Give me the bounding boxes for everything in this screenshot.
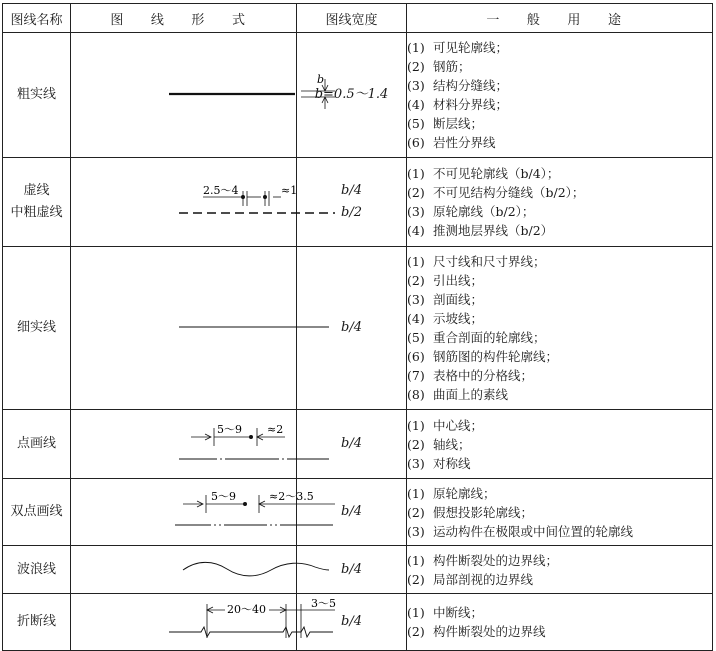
uses-cell [407,594,713,651]
use-number: (1) [407,485,425,501]
line-name: 细实线 [16,320,56,335]
dashed-line-figure [71,158,297,246]
list-item [407,252,712,271]
use-number: (2) [407,59,425,74]
list-item [407,309,712,328]
uses-cell [407,158,713,247]
table-row [3,479,713,546]
uses-cell [407,410,713,479]
use-text: 表格中的分格线； [433,368,534,383]
use-text: 曲面上的素线 [433,387,509,402]
use-text: 假想投影轮廓线； [433,504,534,520]
line-width-cell [297,410,407,479]
use-text: 对称线 [433,455,471,471]
dimension-label: ≈1 [281,184,298,197]
line-width-cell [297,33,407,158]
use-number: (3) [407,455,425,471]
use-text: 局部剖视的边界线 [433,571,534,587]
list-item [407,366,712,385]
use-text: 原轮廓线（b/2）； [433,204,535,219]
line-width-cell [297,546,407,594]
use-text: 示坡线； [433,311,484,326]
thick-solid-line-figure [71,33,325,157]
dimension-label: ≈2 [267,423,284,436]
use-text: 可见轮廓线； [433,40,509,55]
list-item [407,622,712,641]
line-name: 粗实线 [16,87,56,102]
wavy-line-figure [71,546,297,593]
dimension-label: b [317,73,325,86]
use-number: (1) [407,605,425,620]
list-item [407,95,712,114]
line-width-cell [297,158,407,247]
table-row [3,546,713,594]
list-item [407,503,712,522]
double-dash-dot-line-figure [71,479,314,545]
use-text: 轴线； [433,436,471,452]
header-row [3,4,713,33]
use-number: (2) [407,504,425,520]
line-form-cell [71,410,297,479]
list-item [407,551,712,570]
list-item [407,416,712,435]
line-name: 折断线 [16,614,56,629]
list-item [407,385,712,404]
list-item [407,570,712,589]
list-item [407,271,712,290]
use-number: (2) [407,624,425,639]
use-number: (1) [407,166,425,181]
use-number: (4) [407,311,425,326]
use-number: (7) [407,368,425,383]
line-name-cell [3,247,71,410]
list-item [407,202,712,221]
uses-cell [407,247,713,410]
use-number: (5) [407,330,425,345]
line-type-table [2,3,713,651]
line-width: b/4 [341,320,362,335]
list-item [407,38,712,57]
line-width: b/4 [341,561,362,577]
use-text: 岩性分界线 [433,135,496,150]
use-text: 重合剖面的轮廓线； [433,330,546,345]
line-width: b/4 [341,436,362,451]
use-number: (3) [407,523,425,539]
break-line-figure [71,594,336,650]
use-number: (1) [407,552,425,568]
line-name-cell [3,479,71,546]
line-name: 双点画线 [10,504,63,519]
use-text: 构件断裂处的边界线； [433,552,559,568]
use-number: (2) [407,436,425,452]
use-text: 中心线； [433,417,484,433]
line-width: b/2 [341,205,362,220]
use-number: (6) [407,135,425,150]
thin-solid-line-figure [71,247,297,409]
line-name: 波浪线 [16,561,56,577]
line-form-cell [71,594,336,651]
uses-cell [407,479,713,546]
use-text: 推测地层界线（b/2） [433,223,554,238]
list-item [407,164,712,183]
line-name-cell [3,158,71,247]
use-text: 不可见轮廓线（b/4）； [433,166,560,181]
use-text: 钢筋； [433,59,471,74]
use-text: 剖面线； [433,292,484,307]
use-number: (3) [407,292,425,307]
use-text: 构件断裂处的边界线 [433,624,546,639]
line-name: 中粗虚线 [10,205,63,220]
list-item [407,435,712,454]
use-text: 断层线； [433,116,484,131]
line-form-cell [71,158,297,247]
list-item [407,454,712,473]
table-row [3,410,713,479]
dimension-label: 2.5～4 [203,184,239,197]
dimension-label: 5～9 [217,423,242,436]
use-text: 材料分界线； [433,97,509,112]
header-line-name: 图线名称 [3,4,71,33]
use-number: (1) [407,40,425,55]
line-name: 点画线 [16,436,56,451]
line-name-cell [3,594,71,651]
list-item [407,221,712,240]
line-width: b=0.5～1.4 [314,87,389,102]
header-line-form: 图 线 形 式 [71,4,297,33]
list-item [407,57,712,76]
use-number: (6) [407,349,425,364]
dash-dot-line-figure [71,410,297,478]
use-text: 不可见结构分缝线（b/2）； [433,185,585,200]
uses-cell [407,546,713,594]
use-text: 原轮廓线； [433,485,496,501]
list-item [407,522,712,541]
use-number: (2) [407,571,425,587]
table-row [3,33,713,158]
header-general-use: 一 般 用 途 [407,4,713,33]
list-item [407,347,712,366]
dimension-label: ≈2～3.5 [269,490,314,503]
dimension-label: 5～9 [211,490,236,503]
use-text: 运动构件在极限或中间位置的轮廓线 [433,523,634,539]
list-item [407,328,712,347]
list-item [407,133,712,152]
line-name-cell [3,410,71,479]
use-number: (1) [407,417,425,433]
list-item [407,114,712,133]
list-item [407,603,712,622]
use-number: (1) [407,254,425,269]
use-text: 尺寸线和尺寸界线； [433,254,546,269]
line-width: b/4 [341,183,362,198]
dimension-label: 20～40 [227,603,266,616]
use-number: (2) [407,273,425,288]
dimension-label: 3～5 [311,597,336,610]
use-text: 引出线； [433,273,484,288]
use-number: (4) [407,97,425,112]
list-item [407,290,712,309]
header-line-width: 图线宽度 [297,4,407,33]
line-name: 虚线 [23,183,50,198]
line-form-cell [71,479,314,546]
list-item [407,183,712,202]
line-width-cell [297,479,407,546]
table-row [3,158,713,247]
line-form-cell [71,33,325,158]
line-form-cell [71,546,297,594]
use-text: 钢筋图的构件轮廓线； [433,349,559,364]
line-width: b/4 [341,504,362,519]
use-number: (8) [407,387,425,402]
use-text: 结构分缝线； [433,78,509,93]
list-item [407,76,712,95]
table-row [3,247,713,410]
line-width-cell [297,247,407,410]
use-number: (5) [407,116,425,131]
use-number: (4) [407,223,425,238]
use-number: (2) [407,185,425,200]
table-row [3,594,713,651]
uses-cell [407,33,713,158]
use-number: (3) [407,78,425,93]
use-number: (3) [407,204,425,219]
list-item [407,484,712,503]
line-width: b/4 [341,614,362,629]
line-name-cell [3,546,71,594]
line-form-cell [71,247,297,410]
use-text: 中断线； [433,605,484,620]
line-name-cell [3,33,71,158]
